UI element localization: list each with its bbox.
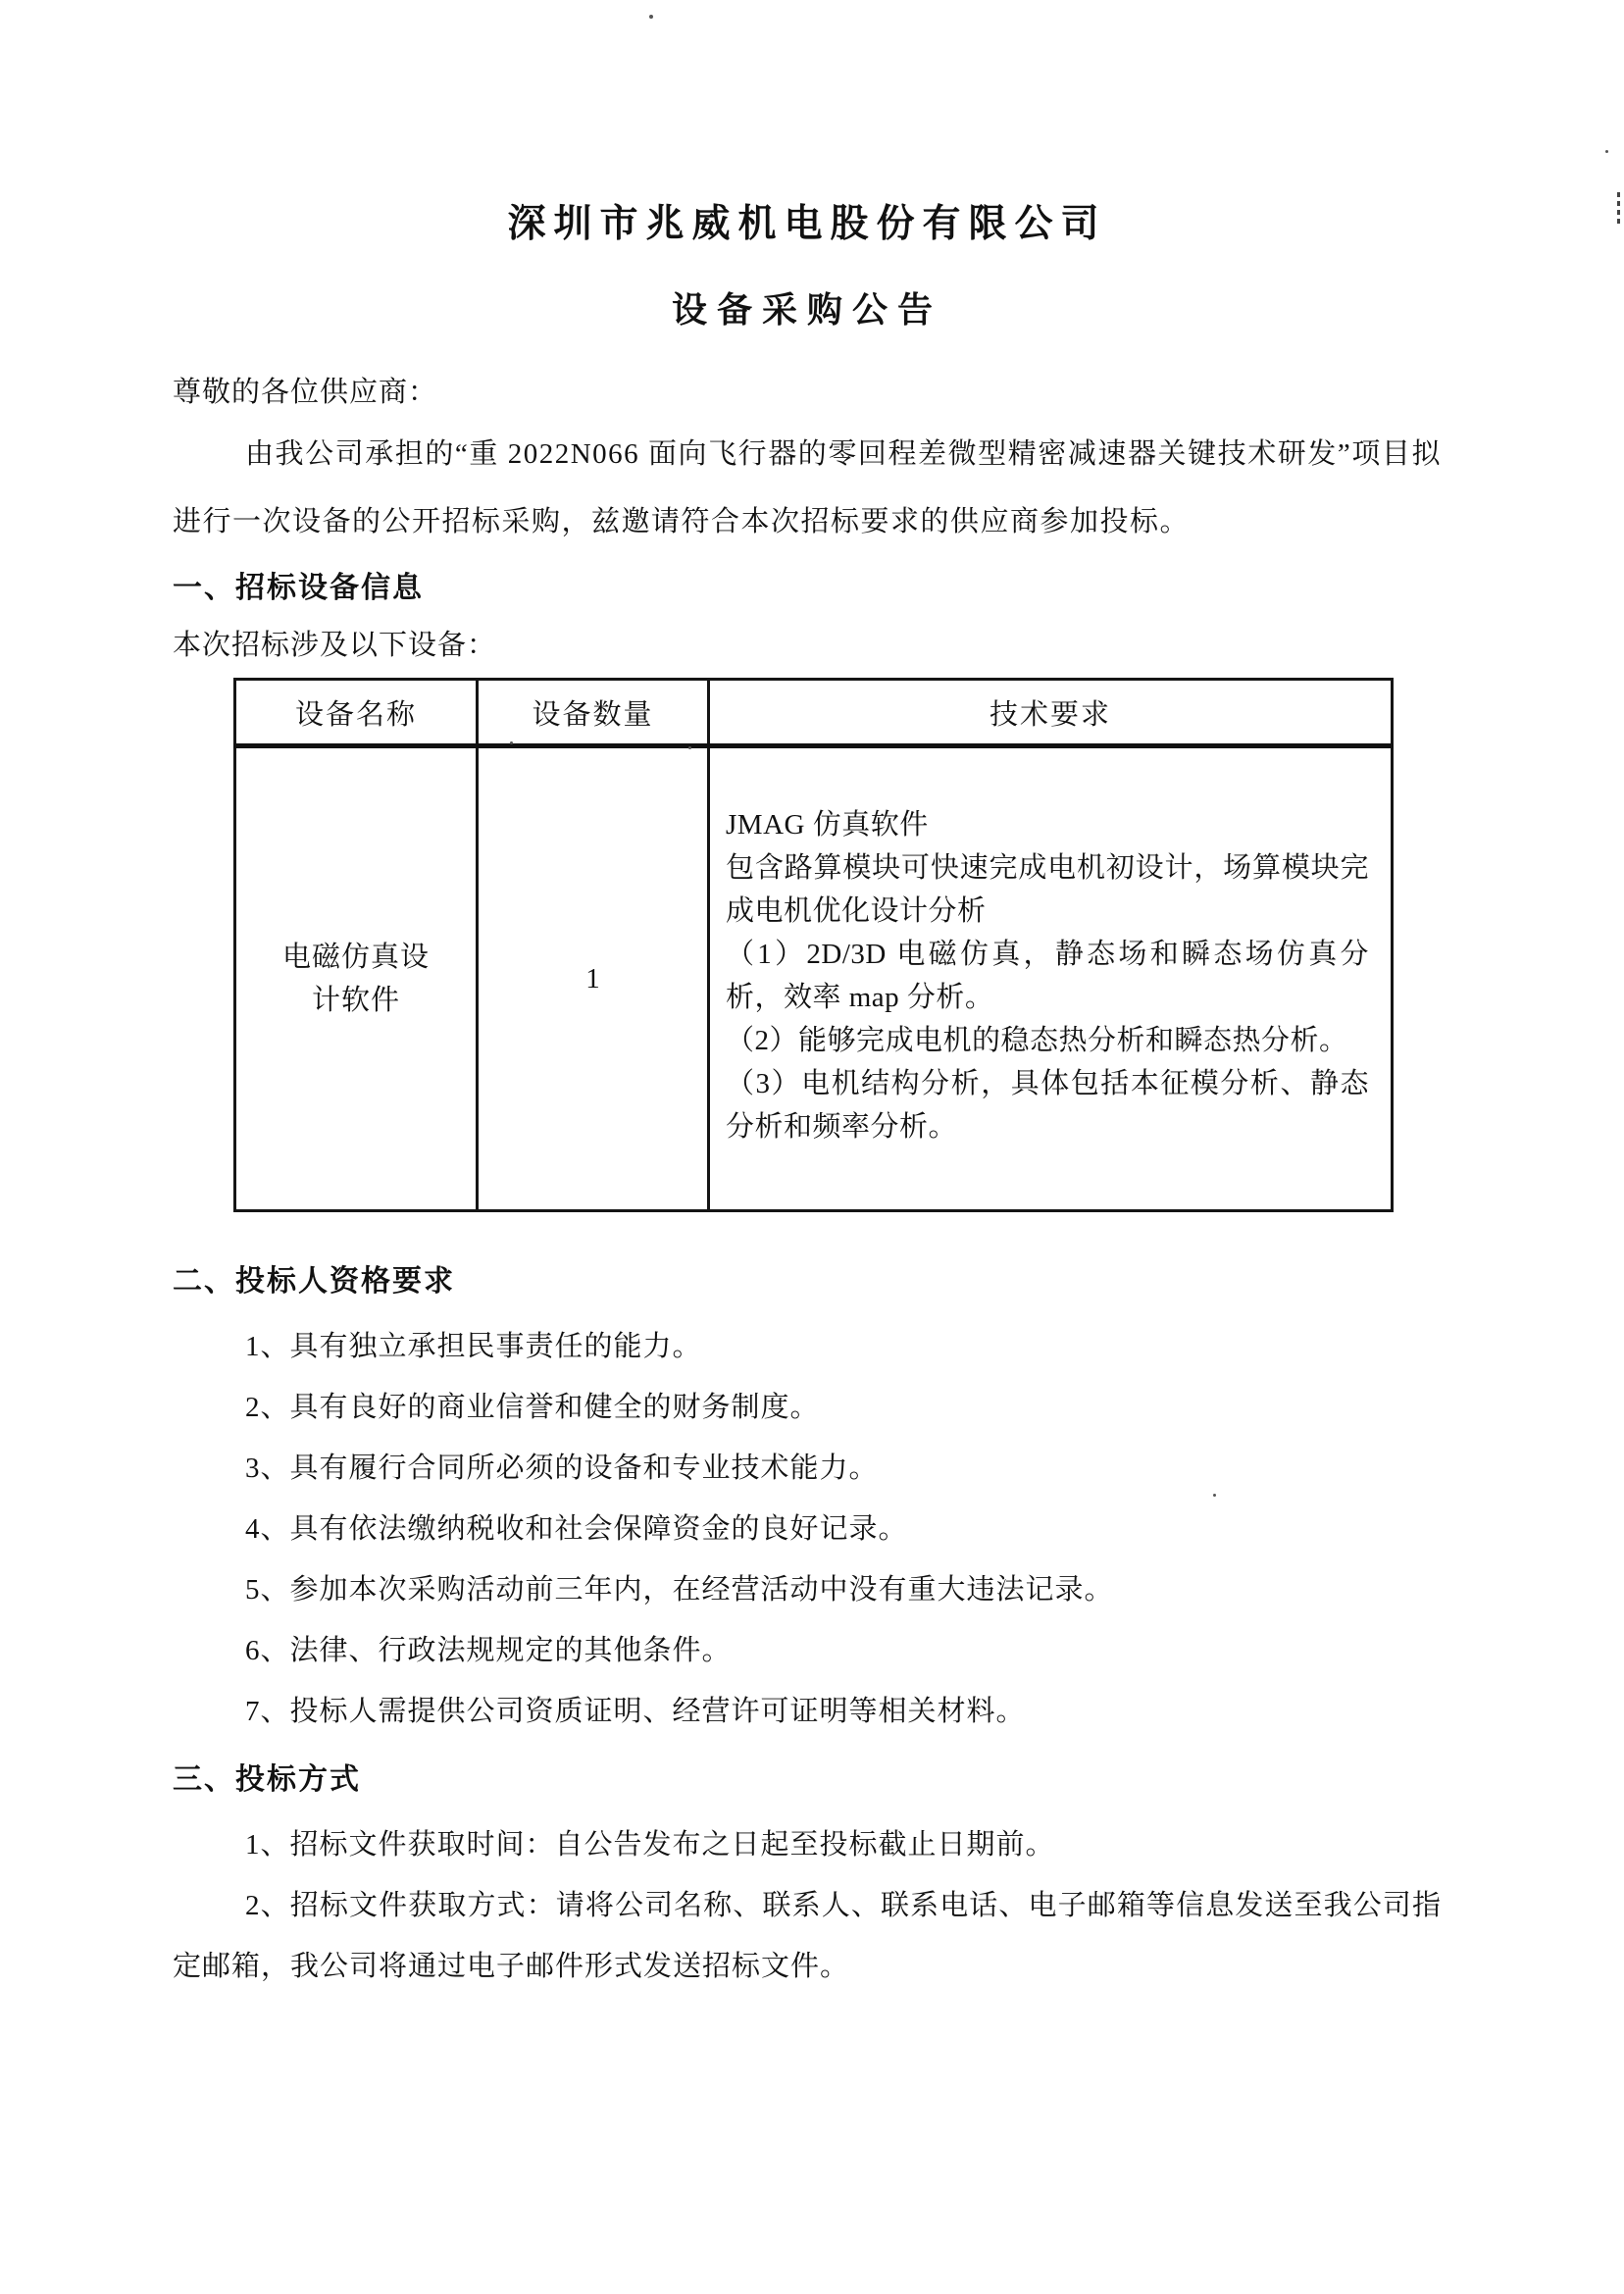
intro-paragraph: 由我公司承担的“重 2022N066 面向飞行器的零回程差微型精密减速器关键技术研发”项目拟进行一次设备的公开招标采购，兹邀请符合本次招标要求的供应商参加投标。 (173, 438, 1442, 537)
salutation: 尊敬的各位供应商： (173, 377, 438, 408)
list-item: 1、招标文件获取时间：自公告发布之日起至投标截止日期前。 (245, 1829, 1055, 1861)
document-title: 设备采购公告 (671, 290, 942, 330)
equipment-table (233, 678, 1394, 1212)
equipment-quantity-cell: 1 (478, 746, 709, 1211)
requirement-line: （3）电机结构分析，具体包括本征模分析、静态分析和频率分析。 (726, 1068, 1369, 1143)
scan-speck (510, 741, 513, 744)
requirement-line: （2）能够完成电机的稳态热分析和瞬态热分析。 (726, 1025, 1348, 1056)
company-title: 深圳市兆威机电股份有限公司 (507, 203, 1107, 245)
document-content (0, 201, 1624, 1997)
table-lead: 本次招标涉及以下设备： (173, 630, 497, 661)
requirement-line: （1）2D/3D 电磁仿真，静态场和瞬态场仿真分析，效率 map 分析。 (726, 939, 1369, 1013)
requirement-line: 包含路算模块可快速完成电机初设计，场算模块完成电机优化设计分析 (726, 852, 1369, 927)
column-header-equipment-quantity: 设备数量 (478, 680, 709, 746)
bidder-qualification-list (173, 1316, 1442, 1742)
scan-speck (1213, 1494, 1216, 1497)
column-header-technical-requirements: 技术要求 (709, 680, 1393, 746)
list-item: 1、具有独立承担民事责任的能力。 (245, 1331, 702, 1362)
requirement-line: JMAG 仿真软件 (726, 809, 929, 841)
equipment-name-cell: 电磁仿真设计软件 (235, 746, 478, 1211)
scan-speck (1605, 150, 1608, 153)
section-3-heading: 三、投标方式 (173, 1763, 361, 1796)
scan-speck (688, 746, 691, 749)
bidding-method-list (173, 1814, 1442, 1997)
scan-edge-mark (1617, 192, 1620, 226)
list-item: 3、具有履行合同所必须的设备和专业技术能力。 (245, 1453, 879, 1484)
list-item: 5、参加本次采购活动前三年内，在经营活动中没有重大违法记录。 (245, 1574, 1114, 1606)
section-1-heading: 一、招标设备信息 (173, 572, 424, 604)
scan-speck (649, 15, 653, 19)
column-header-equipment-name: 设备名称 (235, 680, 478, 746)
section-2-heading: 二、投标人资格要求 (173, 1265, 455, 1298)
list-item: 2、具有良好的商业信誉和健全的财务制度。 (245, 1392, 820, 1423)
table-header-row (235, 680, 1393, 746)
list-item: 2、招标文件获取方式：请将公司名称、联系人、联系电话、电子邮箱等信息发送至我公司指定邮箱，我公司将通过电子邮件形式发送招标文件。 (173, 1890, 1442, 1982)
list-item: 7、投标人需提供公司资质证明、经营许可证明等相关材料。 (245, 1696, 1026, 1727)
list-item: 4、具有依法缴纳税收和社会保障资金的良好记录。 (245, 1513, 908, 1545)
table-row (235, 746, 1393, 1211)
list-item: 6、法律、行政法规规定的其他条件。 (245, 1635, 732, 1666)
technical-requirements-cell (709, 746, 1393, 1211)
